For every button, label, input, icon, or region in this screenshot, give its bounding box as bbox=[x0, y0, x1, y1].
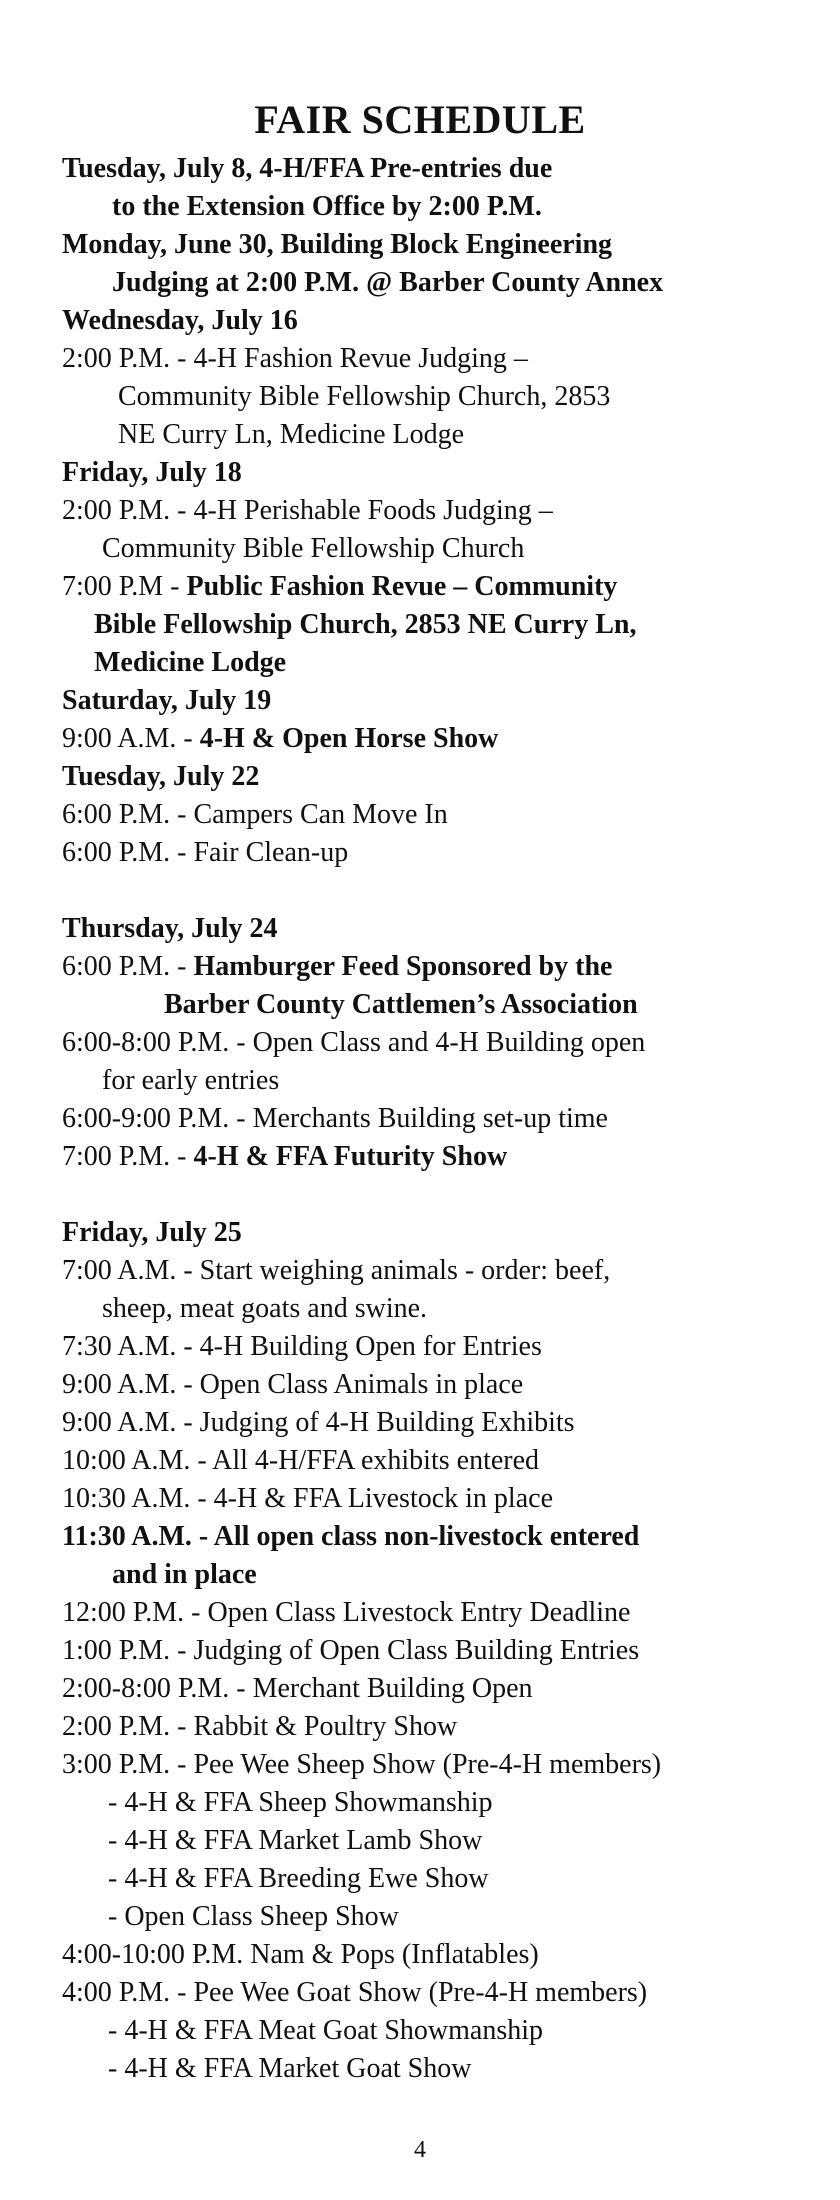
schedule-line: - 4-H & FFA Market Goat Show bbox=[108, 2053, 472, 2084]
schedule-line: 6:00-9:00 P.M. - Merchants Building set-up time bbox=[62, 1103, 608, 1134]
schedule-line: 12:00 P.M. - Open Class Livestock Entry Deadline bbox=[62, 1597, 631, 1628]
schedule-line: 2:00 P.M. - Rabbit & Poultry Show bbox=[62, 1711, 458, 1742]
event-title: 4-H & FFA Futurity Show bbox=[193, 1141, 508, 1172]
schedule-line: to the Extension Office by 2:00 P.M. bbox=[112, 191, 542, 222]
schedule-line: 7:30 A.M. - 4-H Building Open for Entries bbox=[62, 1331, 542, 1362]
spacer bbox=[62, 1176, 822, 1214]
schedule-line: 2:00 P.M. - 4-H Perishable Foods Judging – bbox=[62, 495, 553, 526]
schedule-line: Community Bible Fellowship Church bbox=[102, 533, 525, 564]
schedule-line: Medicine Lodge bbox=[94, 647, 287, 678]
event-title: Hamburger Feed Sponsored by the bbox=[193, 951, 613, 982]
spacer bbox=[62, 872, 822, 910]
event-time: 7:00 P.M - bbox=[62, 571, 187, 602]
event-time: 7:00 P.M. - bbox=[62, 1141, 194, 1172]
schedule-line: 10:00 A.M. - All 4-H/FFA exhibits entered bbox=[62, 1445, 540, 1476]
schedule-line: sheep, meat goats and swine. bbox=[102, 1293, 428, 1324]
schedule-line: - 4-H & FFA Meat Goat Showmanship bbox=[108, 2015, 544, 2046]
schedule-line: 2:00 P.M. - 4-H Fashion Revue Judging – bbox=[62, 343, 528, 374]
schedule-line bbox=[62, 720, 822, 758]
page-title: FAIR SCHEDULE bbox=[254, 97, 586, 142]
schedule-line: Community Bible Fellowship Church, 2853 bbox=[118, 381, 611, 412]
schedule-line: 1:00 P.M. - Judging of Open Class Building Entries bbox=[62, 1635, 640, 1666]
schedule-line bbox=[62, 1138, 822, 1176]
schedule-line: 9:00 A.M. - Judging of 4-H Building Exhibits bbox=[62, 1407, 575, 1438]
day-heading: Friday, July 18 bbox=[62, 457, 242, 488]
schedule-line: 2:00-8:00 P.M. - Merchant Building Open bbox=[62, 1673, 533, 1704]
event-title: 4-H & Open Horse Show bbox=[199, 723, 499, 754]
schedule-line: Tuesday, July 8, 4-H/FFA Pre-entries due bbox=[62, 153, 553, 184]
schedule-line: 4:00 P.M. - Pee Wee Goat Show (Pre-4-H members) bbox=[62, 1977, 648, 2008]
schedule-line: and in place bbox=[112, 1559, 257, 1590]
event-time: 6:00 P.M. - bbox=[62, 951, 194, 982]
schedule-line: 3:00 P.M. - Pee Wee Sheep Show (Pre-4-H members) bbox=[62, 1749, 662, 1780]
schedule-line: 6:00-8:00 P.M. - Open Class and 4-H Building open bbox=[62, 1027, 646, 1058]
day-heading: Saturday, July 19 bbox=[62, 685, 272, 716]
day-heading: Friday, July 25 bbox=[62, 1217, 242, 1248]
schedule-line: 6:00 P.M. - Campers Can Move In bbox=[62, 799, 448, 830]
event-title: Public Fashion Revue – Community bbox=[186, 571, 618, 602]
schedule-line: NE Curry Ln, Medicine Lodge bbox=[118, 419, 465, 450]
schedule-line: Judging at 2:00 P.M. @ Barber County Annex bbox=[112, 267, 664, 298]
schedule-line: Monday, June 30, Building Block Engineering bbox=[62, 229, 613, 260]
day-heading: Tuesday, July 22 bbox=[62, 761, 260, 792]
day-heading: Thursday, July 24 bbox=[62, 913, 278, 944]
schedule-line: Barber County Cattlemen’s Association bbox=[164, 989, 638, 1020]
page-number: 4 bbox=[414, 2137, 426, 2163]
schedule-line: 10:30 A.M. - 4-H & FFA Livestock in place bbox=[62, 1483, 553, 1514]
schedule-line: 6:00 P.M. - Fair Clean-up bbox=[62, 837, 349, 868]
schedule-line: 4:00-10:00 P.M. Nam & Pops (Inflatables) bbox=[62, 1939, 539, 1970]
schedule-line: 11:30 A.M. - All open class non-livestock entered bbox=[62, 1521, 640, 1552]
schedule-line: 9:00 A.M. - Open Class Animals in place bbox=[62, 1369, 524, 1400]
schedule-line bbox=[62, 568, 822, 606]
schedule-line: 7:00 A.M. - Start weighing animals - order: beef, bbox=[62, 1255, 611, 1286]
day-heading: Wednesday, July 16 bbox=[62, 305, 298, 336]
schedule-line: for early entries bbox=[102, 1065, 280, 1096]
schedule-line: - 4-H & FFA Sheep Showmanship bbox=[108, 1787, 493, 1818]
event-time: 9:00 A.M. - bbox=[62, 723, 200, 754]
schedule-line bbox=[62, 948, 822, 986]
schedule-line: - 4-H & FFA Breeding Ewe Show bbox=[108, 1863, 489, 1894]
schedule-line: - Open Class Sheep Show bbox=[108, 1901, 399, 1932]
schedule-line: - 4-H & FFA Market Lamb Show bbox=[108, 1825, 483, 1856]
schedule-content bbox=[62, 150, 822, 2088]
schedule-line: Bible Fellowship Church, 2853 NE Curry Ln, bbox=[94, 609, 637, 640]
